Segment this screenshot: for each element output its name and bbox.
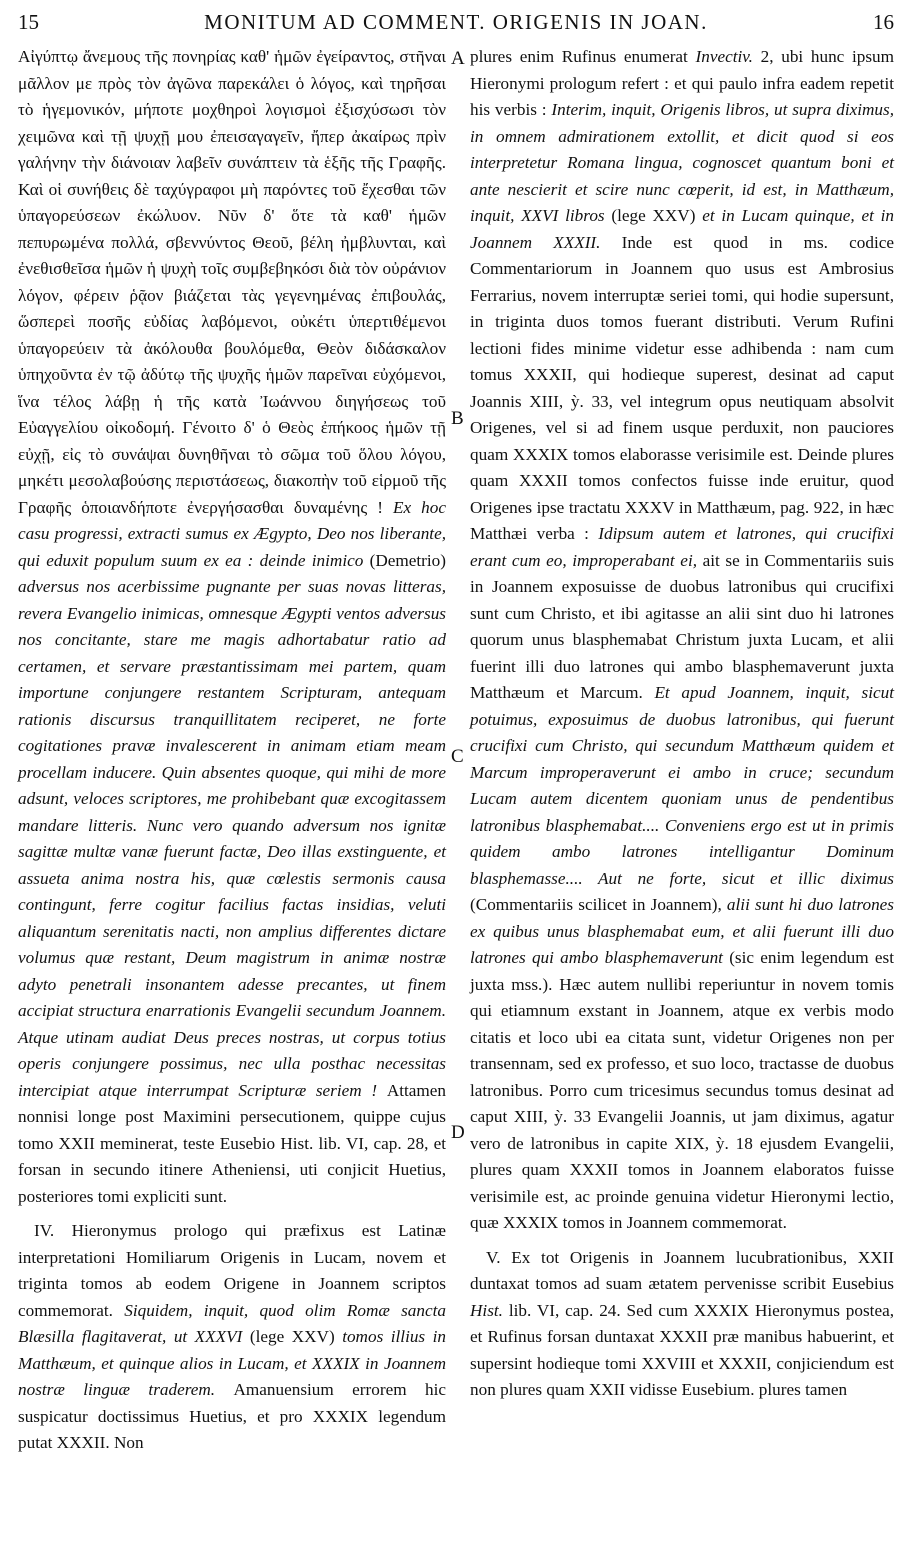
text-run: (lege XXV) [611, 206, 703, 225]
greek-text: Αἰγύπτῳ ἄνεμους τῆς πονηρίας καθ' ἡμῶν ἐγείραντος, στῆναι μᾶλλον με πρὸς τὸν ἀγῶνα παρεκάλει ὁ λόγος, καὶ τηρῆσαι τὸ ἡγεμονικόν, μήποτε μοχθηροὶ λογισμοὶ ἐξισχύσωσι τὸν χειμῶνα καὶ τῇ ψυχῇ μου ἐπεισαγαγεῖν, ἤπερ ἀκαίρως πρὶν γαλήνην τὴν διάνοιαν λαβεῖν συνάπτειν τὰ ἑξῆς τῆς Γραφῆς. Καὶ οἱ συνήθεις δὲ ταχύγραφοι μὴ παρόντες τοῦ ἔχεσθαι τῶν ὑπαγορεύσεων ἐκώλυον. Νῦν δ' ὅτε τὰ καθ' ἡμῶν πεπυρωμένα πολλά, σβεννύντος Θεοῦ, βέλη ἠμβλυνται, καὶ ἐνεθισθεῖσα ἡμῶν ἡ ψυχὴ τοῖς συμβεβηκόσι διὰ τὸν οὐράνιον λόγον, φέρειν ῥᾷον βιάζεται τὰς γεγενημένας ἐπιβουλάς, ὥσπερεὶ ποσῆς εὐδίας λαβόμενοι, οὐκέτι ὑπερτιθέμενοι ὑπαγορεύειν τὰ ἀκόλουθα βουλόμεθα, Θεὸν διδάσκαλον ὑπηχοῦντα ἐν τῷ ἀδύτῳ τῆς ψυχῆς ἡμῶν παρεῖναι εὐχόμενοι, ἵνα τέλος λάβῃ ἡ τῆς κατὰ Ἰωάννου διηγήσεως τοῦ Εὐαγγελίου οἰκοδομή. Γένοιτο δ' ὁ Θεὸς ἐπήκοος ἡμῶν τῇ εὐχῇ, εἰς τὸ συνάψαι δυνηθῆναι τὸ σῶμα τοῦ ὅλου λόγου, μηκέτι μεσολαβούσης περιστάσεως, διακοπὴν τοῦ εἱρμοῦ τῆς Γραφῆς ὁποιανδήποτε ἐνεργήσασθαι δυναμένης ! [18, 47, 446, 517]
text-run: 2, ubi hunc ipsum Hieronymi prologum refert : et qui paulo infra eadem repetit his verbis : [470, 47, 895, 119]
text-run-italic: Interim, inquit, Origenis libros, ut supra diximus, in omnem admirationem extollit, et dicit quod si eos interpretetur Romana lingua, cognoscet quantum boni et ante nescierit et scire nunc cœperit, id est, in Matthæum, inquit, XXVI libros [470, 100, 894, 225]
running-header [18, 8, 894, 38]
text-run-italic: alii sunt hi duo latrones ex quibus unus blasphemabat eum, et alii fuerunt illi duo latrones qui ambo blasphemaverunt [470, 895, 894, 967]
margin-marker-c: C [451, 746, 464, 767]
paragraph-iv-quote-cont: tomos illius in Matthæum, et quinque alios in Lucam, et XXXIX in Joannem nostræ linguæ traderem. [18, 1327, 446, 1399]
text-run: plures enim Rufinus enumerat [470, 47, 696, 66]
paragraph-v-text: V. Ex tot Origenis in Joannem lucubrationibus, XXII duntaxat tomos ad suam ætatem pervenisse scribit Eusebius [470, 1247, 894, 1293]
paragraph-iv [18, 1218, 446, 1457]
margin-marker-a: A [451, 48, 465, 69]
paragraph-v-italic: Hist. [470, 1300, 509, 1320]
text-run-italic: Idipsum autem et latrones, qui crucifixi erant cum eo, improperabant ei, [470, 524, 894, 570]
paragraph-iv-quote: Siquidem, inquit, quod olim Romæ sancta Blæsilla flagitaverat, ut XXXVI [18, 1300, 446, 1346]
running-title: MONITUM AD COMMENT. ORIGENIS IN JOAN. [204, 10, 708, 34]
paragraph-greek-latin [18, 44, 446, 1210]
paragraph-tail: Attamen nonnisi longe post Maximini persecutionem, quippe cujus tomo XXII meminerat, teste Eusebio Hist. lib. VI, cap. 28, et forsan in secundo itinere Atheniensi, uti conjicit Huetius, posteriores tomi expliciti sunt. [18, 1080, 446, 1206]
paragraph-v-tail: lib. VI, cap. 24. Sed cum XXXIX Hieronymus postea, et Rufinus forsan duntaxat XXXII præ manibus habuerint, et supersint hodieque tomi XXVIII et XXXII, conjiciendum est non plures quam XXII vidisse Eusebium. plures tamen [470, 1300, 895, 1399]
margin-marker-d: D [451, 1122, 465, 1143]
paragraph-iv-tail: Amanuensium errorem hic suspicatur doctissimus Huetius, et pro XXXIX legendum putat XXXII. Non [18, 1380, 446, 1452]
paragraph-iv-text: IV. Hieronymus prologo qui præfixus est Latinæ interpretationi Homiliarum Origenis in Lucam, novem et triginta tomos ab eodem Origene in Joannem scriptos commemorat. [18, 1221, 446, 1320]
text-run-italic: Et apud Joannem, inquit, sicut potuimus, exposuimus de duobus latronibus, qui fuerunt crucifixi cum Christo, qui secundum Matthæum quidem et Marcum improperaverunt ei ambo in cruce; secundum Lucam autem dicentem quoniam unus de pendentibus latronibus blasphemabat.... Conveniens ergo est ut in primis quidem ambo latrones intelligantur Dominum blasphemasse.... Aut ne forte, sicut et illic diximus [470, 683, 894, 888]
latin-translation-cont: adversus nos acerbissime pugnante per suas novas litteras, revera Evangelio inimicas, omnesque Ægypti ventos adversus nos concitante, stare me magis adhortabatur ratio ad certamen, et servare præstantissimam mei partem, quam importune conjungere restantem Scripturam, antequam rationis discursus tranquillitatem reciperet, ne forte cogitationes pravæ invalescerent in animam etiam meam procellam inducere. Quin absentes quoque, qui mihi de more adsunt, veloces scriptores, me prohibebant quæ excogitassem mandare litteris. Nunc vero quando adversum nos ignitæ sagittæ multæ vanæ fuerunt factæ, Deo illas exstinguente, et assueta anima nostra his, quæ cœlestis sermonis causa contingunt, ferre cogitur facilius factas insidias, veluti aliquantum serenitatis nacti, non amplius differentes dictare volumus quæ restant, Deum magistrum in animæ nostræ adyto penetrali insonantem adesse precantes, ut finem accipiat structura enarrationis Evangelii secundum Joannem. Atque utinam audiat Deus preces nostras, ut corpus totius operis conjungere possimus, nec ulla posthac necessitas intercipiat atque interrumpat Scripturæ seriem ! [18, 577, 446, 1100]
paragraph-continued [470, 44, 894, 1237]
text-run-italic: Invectiv. [695, 47, 761, 66]
latin-translation: Ex hoc casu progressi, extracti sumus ex Ægypto, Deo nos liberante, qui eduxit populum suum ex ea : deinde inimico [18, 497, 446, 570]
text-run: Inde est quod in ms. codice Commentariorum in Joannem quo usus est Ambrosius Ferrarius, novem interruptæ seriei tomi, qui hodie supersunt, in triginta duos tomos fuerant distributi. Verum Rufini lectioni fides minime videtur esse adhibenda : nam cum tomus XXXII, qui hodieque superest, desinat ad caput Joannis XIII, ỳ. 33, vel integrum opus neutiquam absolvit Origenes, vel si ad finem usque perduxit, non pauciores quam XXXIX tomos elaborasse verisimile est. Deinde plures quam XXXII tomos confectos fuisse inde eruitur, quod Origenes ipse tractatu XXXV in Matthæum, pag. 922, in hæc Matthæi verba : [470, 232, 894, 543]
text-run: (Commentariis scilicet in Joannem), [470, 895, 727, 914]
page-number-right: 16 [873, 10, 894, 34]
latin-gloss: (Demetrio) [369, 550, 446, 570]
text-run-italic: et in Lucam quinque, et in Joannem XXXII. [470, 206, 894, 252]
text-run: ait se in Commentariis suis in Joannem exposuisse de duobus latronibus qui crucifixi sunt cum Christo, et ibi agitasse an alii sint duo hi latrones quorum unus blasphemabat Christum juxta Lucam, et alii fuerint illi duo latrones qui ambo blasphemaverunt juxta Matthæum et Marcum. [470, 550, 894, 702]
paragraph-v [470, 1245, 894, 1404]
paragraph-iv-gloss: (lege XXV) [249, 1327, 343, 1346]
right-column [470, 44, 894, 1404]
page-number-left: 15 [18, 10, 39, 34]
margin-marker-b: B [451, 408, 464, 429]
left-column [18, 44, 446, 1457]
text-run: (sic enim legendum est juxta mss.). Hæc autem nullibi reperiuntur in novem tomis qui etiamnum exstant in Joannem, atque ex verbis modo citatis et loco ubi ea citata sunt, videtur Origenes non per transennam, sed ex professo, et suo loco, tractasse de duobus latronibus. Porro cum tricesimus secundus tomus desinat ad caput XIII, ỳ. 33 Evangelii Joannis, ut jam diximus, agatur vero de latronibus in capite XIX, ỳ. 18 ejusdem Evangelii, plures quam XXXII tomos in Joannem elaboratos fuisse verisimile est, ac proinde genuina videtur Hieronymi lectio, quæ XXXIX tomos in Joannem commemorat. [470, 948, 894, 1232]
